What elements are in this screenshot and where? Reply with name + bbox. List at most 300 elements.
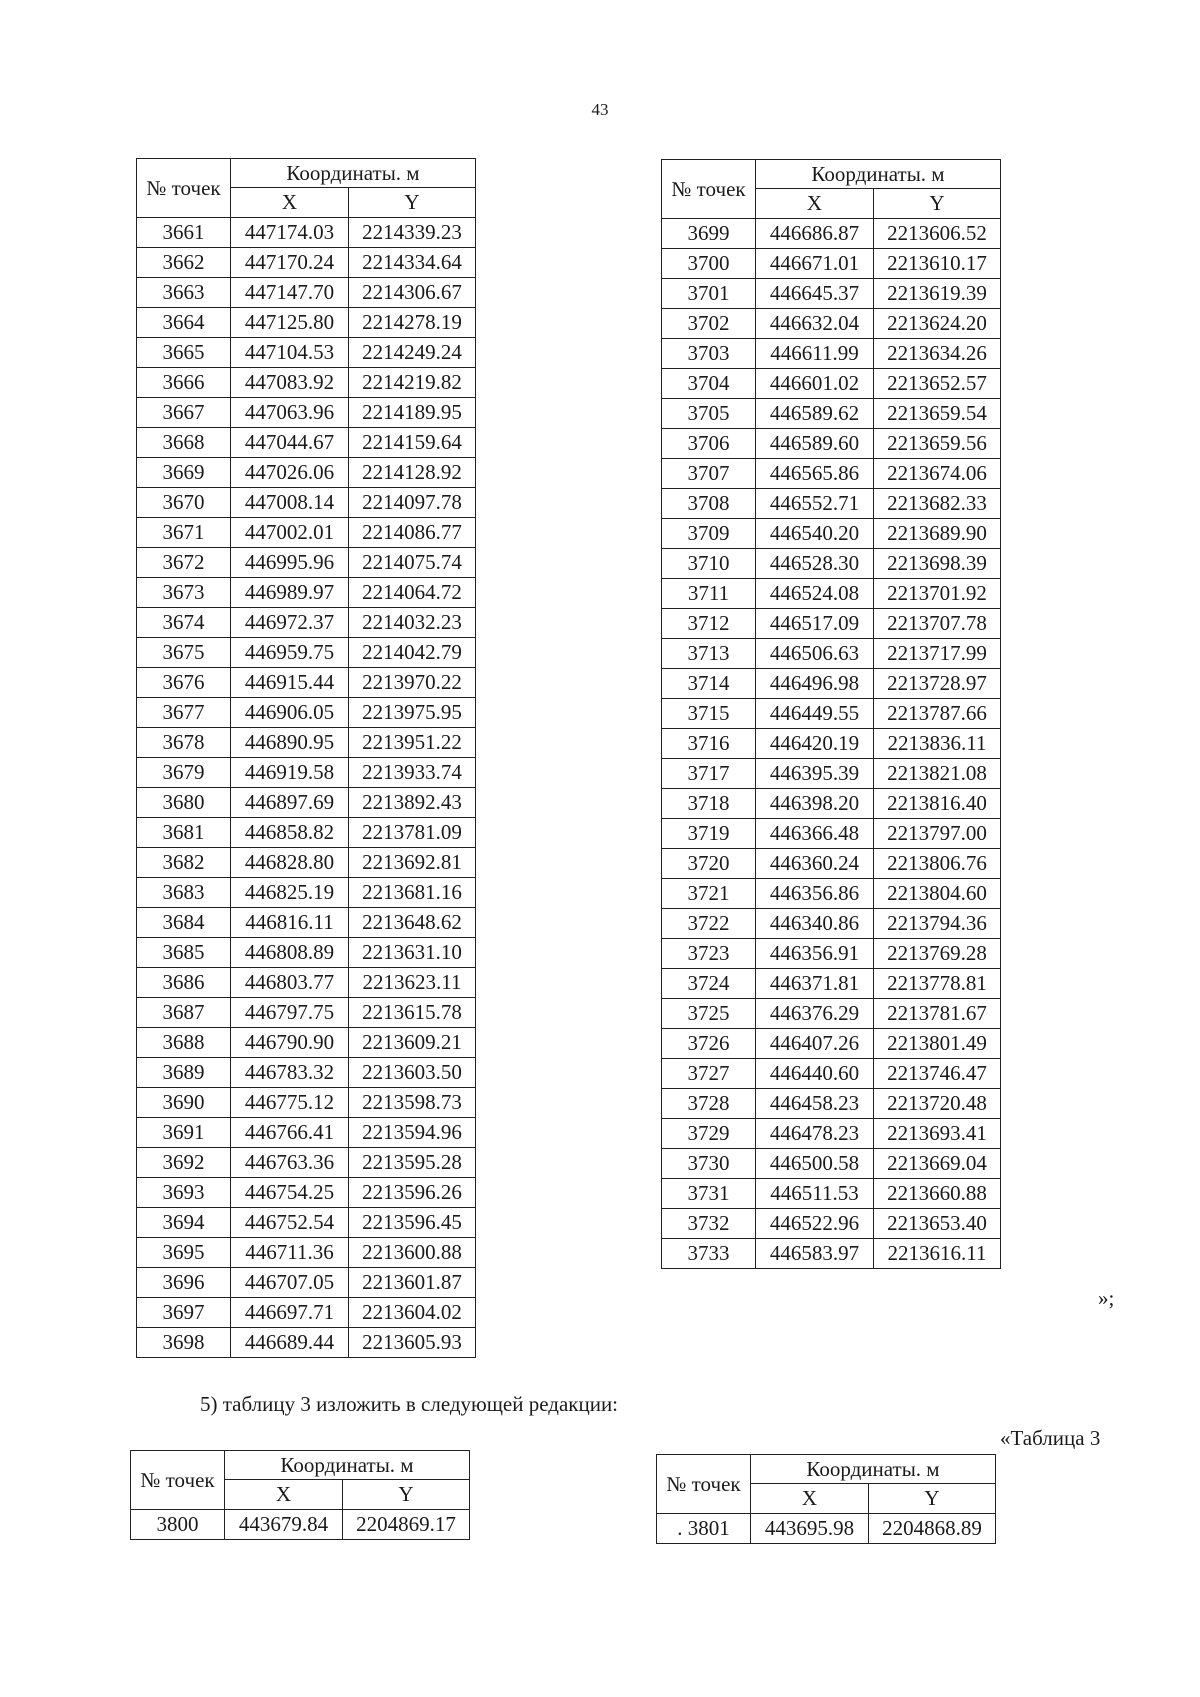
x-coordinate-cell: 446395.39: [756, 759, 874, 789]
header-x: X: [231, 188, 349, 218]
table-row: [137, 248, 476, 278]
x-coordinate-cell: 446449.55: [756, 699, 874, 729]
table-row: [137, 998, 476, 1028]
y-coordinate-cell: 2213681.16: [349, 878, 476, 908]
y-coordinate-cell: 2213698.39: [874, 549, 1001, 579]
point-number-cell: 3664: [137, 308, 231, 338]
table-row: [662, 399, 1001, 429]
point-number-cell: 3667: [137, 398, 231, 428]
table-row: [137, 968, 476, 998]
point-number-cell: 3698: [137, 1328, 231, 1358]
point-number-cell: 3670: [137, 488, 231, 518]
point-number-cell: 3661: [137, 218, 231, 248]
table-row: [662, 759, 1001, 789]
y-coordinate-cell: 2213648.62: [349, 908, 476, 938]
point-number-cell: 3733: [662, 1239, 756, 1269]
point-number-cell: 3696: [137, 1268, 231, 1298]
table-row: [662, 879, 1001, 909]
page-number: 43: [591, 100, 609, 119]
point-number-cell: 3711: [662, 579, 756, 609]
x-coordinate-cell: 446522.96: [756, 1209, 874, 1239]
point-number-cell: 3689: [137, 1058, 231, 1088]
point-number-cell: 3727: [662, 1059, 756, 1089]
x-coordinate-cell: 446540.20: [756, 519, 874, 549]
y-coordinate-cell: 2213797.00: [874, 819, 1001, 849]
table-row: [137, 878, 476, 908]
y-coordinate-cell: 2213769.28: [874, 939, 1001, 969]
point-number-cell: 3702: [662, 309, 756, 339]
x-coordinate-cell: 446645.37: [756, 279, 874, 309]
table-row: [662, 309, 1001, 339]
y-coordinate-cell: 2213892.43: [349, 788, 476, 818]
table-row: [657, 1514, 996, 1544]
table-row: [137, 308, 476, 338]
header-x: X: [225, 1480, 343, 1510]
x-coordinate-cell: 447044.67: [231, 428, 349, 458]
table-row: [662, 549, 1001, 579]
x-coordinate-cell: 446686.87: [756, 219, 874, 249]
table-row: [137, 368, 476, 398]
y-coordinate-cell: 2213951.22: [349, 728, 476, 758]
table-row: [137, 1178, 476, 1208]
table-row: [662, 1209, 1001, 1239]
point-number-cell: 3676: [137, 668, 231, 698]
x-coordinate-cell: 446552.71: [756, 489, 874, 519]
point-number-cell: 3694: [137, 1208, 231, 1238]
y-coordinate-cell: 2213787.66: [874, 699, 1001, 729]
table-row: [137, 1118, 476, 1148]
table-row: [662, 459, 1001, 489]
x-coordinate-cell: 446897.69: [231, 788, 349, 818]
y-coordinate-cell: 2214097.78: [349, 488, 476, 518]
table-row: [137, 908, 476, 938]
x-coordinate-cell: 446972.37: [231, 608, 349, 638]
y-coordinate-cell: 2214064.72: [349, 578, 476, 608]
table-row: [662, 339, 1001, 369]
x-coordinate-cell: 447002.01: [231, 518, 349, 548]
x-coordinate-cell: 446906.05: [231, 698, 349, 728]
y-coordinate-cell: 2214334.64: [349, 248, 476, 278]
y-coordinate-cell: 2213623.11: [349, 968, 476, 998]
x-coordinate-cell: 447083.92: [231, 368, 349, 398]
table-row: [137, 1328, 476, 1358]
table-row: [137, 518, 476, 548]
x-coordinate-cell: 446524.08: [756, 579, 874, 609]
x-coordinate-cell: 446496.98: [756, 669, 874, 699]
y-coordinate-cell: 2213604.02: [349, 1298, 476, 1328]
point-number-cell: 3692: [137, 1148, 231, 1178]
y-coordinate-cell: 2213720.48: [874, 1089, 1001, 1119]
point-number-cell: 3683: [137, 878, 231, 908]
point-number-cell: 3728: [662, 1089, 756, 1119]
point-number-cell: 3710: [662, 549, 756, 579]
y-coordinate-cell: 2213600.88: [349, 1238, 476, 1268]
header-point-number: № точек: [662, 160, 756, 219]
x-coordinate-cell: 446689.44: [231, 1328, 349, 1358]
y-coordinate-cell: 2213970.22: [349, 668, 476, 698]
header-point-number: № точек: [131, 1451, 225, 1510]
point-number-cell: 3677: [137, 698, 231, 728]
table-row: [662, 579, 1001, 609]
y-coordinate-cell: 2214189.95: [349, 398, 476, 428]
table-row: [137, 938, 476, 968]
x-coordinate-cell: 446808.89: [231, 938, 349, 968]
y-coordinate-cell: 2213603.50: [349, 1058, 476, 1088]
table-row: [137, 638, 476, 668]
table-row: [662, 279, 1001, 309]
table-row: [137, 1028, 476, 1058]
table-row: [137, 428, 476, 458]
point-number-cell: 3726: [662, 1029, 756, 1059]
x-coordinate-cell: 446565.86: [756, 459, 874, 489]
table-row: [137, 848, 476, 878]
table-row: [137, 548, 476, 578]
y-coordinate-cell: 2213821.08: [874, 759, 1001, 789]
table-row: [137, 608, 476, 638]
table-row: [137, 1268, 476, 1298]
table-row: [137, 398, 476, 428]
header-coordinates: Координаты. м: [751, 1455, 996, 1484]
x-coordinate-cell: 443695.98: [751, 1514, 869, 1544]
x-coordinate-cell: 446697.71: [231, 1298, 349, 1328]
point-number-cell: 3729: [662, 1119, 756, 1149]
point-number-cell: 3699: [662, 219, 756, 249]
point-number-cell: 3675: [137, 638, 231, 668]
header-coordinates: Координаты. м: [225, 1451, 470, 1480]
x-coordinate-cell: 446989.97: [231, 578, 349, 608]
x-coordinate-cell: 446797.75: [231, 998, 349, 1028]
y-coordinate-cell: 2214128.92: [349, 458, 476, 488]
x-coordinate-cell: 446611.99: [756, 339, 874, 369]
header-y: Y: [349, 188, 476, 218]
coordinates-table-bottom-left: [130, 1450, 470, 1540]
table-row: [662, 1239, 1001, 1269]
y-coordinate-cell: 2213933.74: [349, 758, 476, 788]
point-number-cell: 3697: [137, 1298, 231, 1328]
point-number-cell: 3730: [662, 1149, 756, 1179]
point-number-cell: 3685: [137, 938, 231, 968]
y-coordinate-cell: 2204869.17: [343, 1510, 470, 1540]
x-coordinate-cell: 446528.30: [756, 549, 874, 579]
point-number-cell: 3673: [137, 578, 231, 608]
table-row: [131, 1510, 470, 1540]
y-coordinate-cell: 2213609.21: [349, 1028, 476, 1058]
y-coordinate-cell: 2213615.78: [349, 998, 476, 1028]
y-coordinate-cell: 2213659.56: [874, 429, 1001, 459]
y-coordinate-cell: 2213619.39: [874, 279, 1001, 309]
instruction-text: 5) таблицу 3 изложить в следующей редакции:: [200, 1392, 619, 1416]
table-row: [137, 338, 476, 368]
x-coordinate-cell: 446763.36: [231, 1148, 349, 1178]
x-coordinate-cell: 446506.63: [756, 639, 874, 669]
x-coordinate-cell: 446458.23: [756, 1089, 874, 1119]
header-x: X: [756, 189, 874, 219]
x-coordinate-cell: 446583.97: [756, 1239, 874, 1269]
x-coordinate-cell: 446398.20: [756, 789, 874, 819]
x-coordinate-cell: 446420.19: [756, 729, 874, 759]
y-coordinate-cell: 2213595.28: [349, 1148, 476, 1178]
point-number-cell: 3681: [137, 818, 231, 848]
point-number-cell: 3707: [662, 459, 756, 489]
table-row: [137, 668, 476, 698]
point-number-cell: 3720: [662, 849, 756, 879]
table-row: [662, 969, 1001, 999]
table-row: [137, 488, 476, 518]
x-coordinate-cell: 447170.24: [231, 248, 349, 278]
point-number-cell: 3666: [137, 368, 231, 398]
point-number-cell: 3713: [662, 639, 756, 669]
y-coordinate-cell: 2213778.81: [874, 969, 1001, 999]
point-number-cell: 3714: [662, 669, 756, 699]
table-row: [662, 789, 1001, 819]
x-coordinate-cell: 446356.91: [756, 939, 874, 969]
y-coordinate-cell: 2204868.89: [869, 1514, 996, 1544]
point-number-cell: 3706: [662, 429, 756, 459]
point-number-cell: 3684: [137, 908, 231, 938]
table-row: [137, 698, 476, 728]
x-coordinate-cell: 446783.32: [231, 1058, 349, 1088]
table-row: [662, 639, 1001, 669]
point-number-cell: 3712: [662, 609, 756, 639]
closing-quote: »;: [1098, 1286, 1115, 1310]
point-number-cell: 3719: [662, 819, 756, 849]
y-coordinate-cell: 2213801.49: [874, 1029, 1001, 1059]
point-number-cell: 3674: [137, 608, 231, 638]
point-number-cell: 3691: [137, 1118, 231, 1148]
y-coordinate-cell: 2214219.82: [349, 368, 476, 398]
table-row: [662, 429, 1001, 459]
y-coordinate-cell: 2213634.26: [874, 339, 1001, 369]
point-number-cell: 3693: [137, 1178, 231, 1208]
header-point-number: № точек: [137, 159, 231, 218]
table-row: [662, 1179, 1001, 1209]
y-coordinate-cell: 2214159.64: [349, 428, 476, 458]
table-row: [662, 1119, 1001, 1149]
point-number-cell: 3695: [137, 1238, 231, 1268]
x-coordinate-cell: 447174.03: [231, 218, 349, 248]
table-row: [662, 699, 1001, 729]
y-coordinate-cell: 2214306.67: [349, 278, 476, 308]
table-row: [662, 519, 1001, 549]
point-number-cell: 3679: [137, 758, 231, 788]
table-row: [137, 1298, 476, 1328]
point-number-cell: 3722: [662, 909, 756, 939]
x-coordinate-cell: 446995.96: [231, 548, 349, 578]
point-number-cell: 3704: [662, 369, 756, 399]
x-coordinate-cell: 446632.04: [756, 309, 874, 339]
x-coordinate-cell: 446376.29: [756, 999, 874, 1029]
table-row: [662, 819, 1001, 849]
y-coordinate-cell: 2213596.45: [349, 1208, 476, 1238]
y-coordinate-cell: 2213804.60: [874, 879, 1001, 909]
table-row: [137, 1238, 476, 1268]
coordinates-table-bottom-right: [656, 1454, 996, 1544]
header-point-number: № точек: [657, 1455, 751, 1514]
y-coordinate-cell: 2213689.90: [874, 519, 1001, 549]
point-number-cell: 3669: [137, 458, 231, 488]
x-coordinate-cell: 446671.01: [756, 249, 874, 279]
x-coordinate-cell: 446340.86: [756, 909, 874, 939]
point-number-cell: 3717: [662, 759, 756, 789]
x-coordinate-cell: 446511.53: [756, 1179, 874, 1209]
table-row: [137, 578, 476, 608]
x-coordinate-cell: 446407.26: [756, 1029, 874, 1059]
y-coordinate-cell: 2213624.20: [874, 309, 1001, 339]
x-coordinate-cell: 446825.19: [231, 878, 349, 908]
header-coordinates: Координаты. м: [756, 160, 1001, 189]
x-coordinate-cell: 446440.60: [756, 1059, 874, 1089]
table-row: [662, 369, 1001, 399]
table-row: [662, 609, 1001, 639]
point-number-cell: 3701: [662, 279, 756, 309]
table-row: [137, 1148, 476, 1178]
y-coordinate-cell: 2214339.23: [349, 218, 476, 248]
y-coordinate-cell: 2213701.92: [874, 579, 1001, 609]
x-coordinate-cell: 446589.60: [756, 429, 874, 459]
x-coordinate-cell: 447063.96: [231, 398, 349, 428]
y-coordinate-cell: 2213596.26: [349, 1178, 476, 1208]
x-coordinate-cell: 446707.05: [231, 1268, 349, 1298]
point-number-cell: 3731: [662, 1179, 756, 1209]
x-coordinate-cell: 447104.53: [231, 338, 349, 368]
y-coordinate-cell: 2213674.06: [874, 459, 1001, 489]
y-coordinate-cell: 2213653.40: [874, 1209, 1001, 1239]
y-coordinate-cell: 2213682.33: [874, 489, 1001, 519]
table-row: [662, 1059, 1001, 1089]
y-coordinate-cell: 2213816.40: [874, 789, 1001, 819]
header-y: Y: [343, 1480, 470, 1510]
y-coordinate-cell: 2213836.11: [874, 729, 1001, 759]
point-number-cell: 3716: [662, 729, 756, 759]
y-coordinate-cell: 2213975.95: [349, 698, 476, 728]
x-coordinate-cell: 446915.44: [231, 668, 349, 698]
point-number-cell: 3687: [137, 998, 231, 1028]
point-number-cell: 3688: [137, 1028, 231, 1058]
y-coordinate-cell: 2213707.78: [874, 609, 1001, 639]
coordinates-table-top-left: [136, 158, 476, 1358]
y-coordinate-cell: 2214086.77: [349, 518, 476, 548]
point-number-cell: 3800: [131, 1510, 225, 1540]
y-coordinate-cell: 2213806.76: [874, 849, 1001, 879]
x-coordinate-cell: 446478.23: [756, 1119, 874, 1149]
x-coordinate-cell: 446775.12: [231, 1088, 349, 1118]
y-coordinate-cell: 2213631.10: [349, 938, 476, 968]
table-caption: «Таблица 3: [1000, 1426, 1101, 1450]
y-coordinate-cell: 2213746.47: [874, 1059, 1001, 1089]
x-coordinate-cell: 446711.36: [231, 1238, 349, 1268]
point-number-cell: 3700: [662, 249, 756, 279]
y-coordinate-cell: 2213728.97: [874, 669, 1001, 699]
table-row: [137, 728, 476, 758]
table-row: [662, 669, 1001, 699]
y-coordinate-cell: 2213781.67: [874, 999, 1001, 1029]
table-row: [662, 909, 1001, 939]
table-row: [137, 758, 476, 788]
table-row: [137, 788, 476, 818]
point-number-cell: 3708: [662, 489, 756, 519]
table-row: [137, 818, 476, 848]
x-coordinate-cell: 446601.02: [756, 369, 874, 399]
point-number-cell: . 3801: [657, 1514, 751, 1544]
x-coordinate-cell: 446356.86: [756, 879, 874, 909]
table-row: [137, 1208, 476, 1238]
point-number-cell: 3662: [137, 248, 231, 278]
x-coordinate-cell: 446919.58: [231, 758, 349, 788]
point-number-cell: 3705: [662, 399, 756, 429]
y-coordinate-cell: 2213781.09: [349, 818, 476, 848]
table-row: [662, 219, 1001, 249]
point-number-cell: 3678: [137, 728, 231, 758]
y-coordinate-cell: 2213717.99: [874, 639, 1001, 669]
x-coordinate-cell: 446890.95: [231, 728, 349, 758]
x-coordinate-cell: 446858.82: [231, 818, 349, 848]
point-number-cell: 3723: [662, 939, 756, 969]
y-coordinate-cell: 2213692.81: [349, 848, 476, 878]
x-coordinate-cell: 446366.48: [756, 819, 874, 849]
x-coordinate-cell: 447125.80: [231, 308, 349, 338]
point-number-cell: 3725: [662, 999, 756, 1029]
x-coordinate-cell: 446517.09: [756, 609, 874, 639]
point-number-cell: 3672: [137, 548, 231, 578]
point-number-cell: 3718: [662, 789, 756, 819]
point-number-cell: 3721: [662, 879, 756, 909]
table-row: [137, 278, 476, 308]
y-coordinate-cell: 2213605.93: [349, 1328, 476, 1358]
x-coordinate-cell: 446500.58: [756, 1149, 874, 1179]
point-number-cell: 3732: [662, 1209, 756, 1239]
point-number-cell: 3663: [137, 278, 231, 308]
y-coordinate-cell: 2213594.96: [349, 1118, 476, 1148]
x-coordinate-cell: 446959.75: [231, 638, 349, 668]
table-row: [662, 729, 1001, 759]
header-x: X: [751, 1484, 869, 1514]
table-row: [662, 999, 1001, 1029]
table-row: [662, 849, 1001, 879]
point-number-cell: 3682: [137, 848, 231, 878]
y-coordinate-cell: 2213659.54: [874, 399, 1001, 429]
point-number-cell: 3724: [662, 969, 756, 999]
y-coordinate-cell: 2213652.57: [874, 369, 1001, 399]
point-number-cell: 3665: [137, 338, 231, 368]
table-row: [662, 1089, 1001, 1119]
table-row: [662, 1149, 1001, 1179]
x-coordinate-cell: 446371.81: [756, 969, 874, 999]
point-number-cell: 3715: [662, 699, 756, 729]
y-coordinate-cell: 2213669.04: [874, 1149, 1001, 1179]
table-row: [137, 1088, 476, 1118]
header-y: Y: [874, 189, 1001, 219]
y-coordinate-cell: 2213794.36: [874, 909, 1001, 939]
table-row: [137, 1058, 476, 1088]
y-coordinate-cell: 2213693.41: [874, 1119, 1001, 1149]
table-row: [662, 939, 1001, 969]
y-coordinate-cell: 2213598.73: [349, 1088, 476, 1118]
x-coordinate-cell: 446803.77: [231, 968, 349, 998]
point-number-cell: 3671: [137, 518, 231, 548]
x-coordinate-cell: 446766.41: [231, 1118, 349, 1148]
x-coordinate-cell: 446360.24: [756, 849, 874, 879]
y-coordinate-cell: 2213601.87: [349, 1268, 476, 1298]
table-row: [662, 489, 1001, 519]
header-y: Y: [869, 1484, 996, 1514]
y-coordinate-cell: 2213616.11: [874, 1239, 1001, 1269]
y-coordinate-cell: 2214032.23: [349, 608, 476, 638]
x-coordinate-cell: 446589.62: [756, 399, 874, 429]
x-coordinate-cell: 446752.54: [231, 1208, 349, 1238]
x-coordinate-cell: 446790.90: [231, 1028, 349, 1058]
table-row: [137, 218, 476, 248]
y-coordinate-cell: 2213606.52: [874, 219, 1001, 249]
